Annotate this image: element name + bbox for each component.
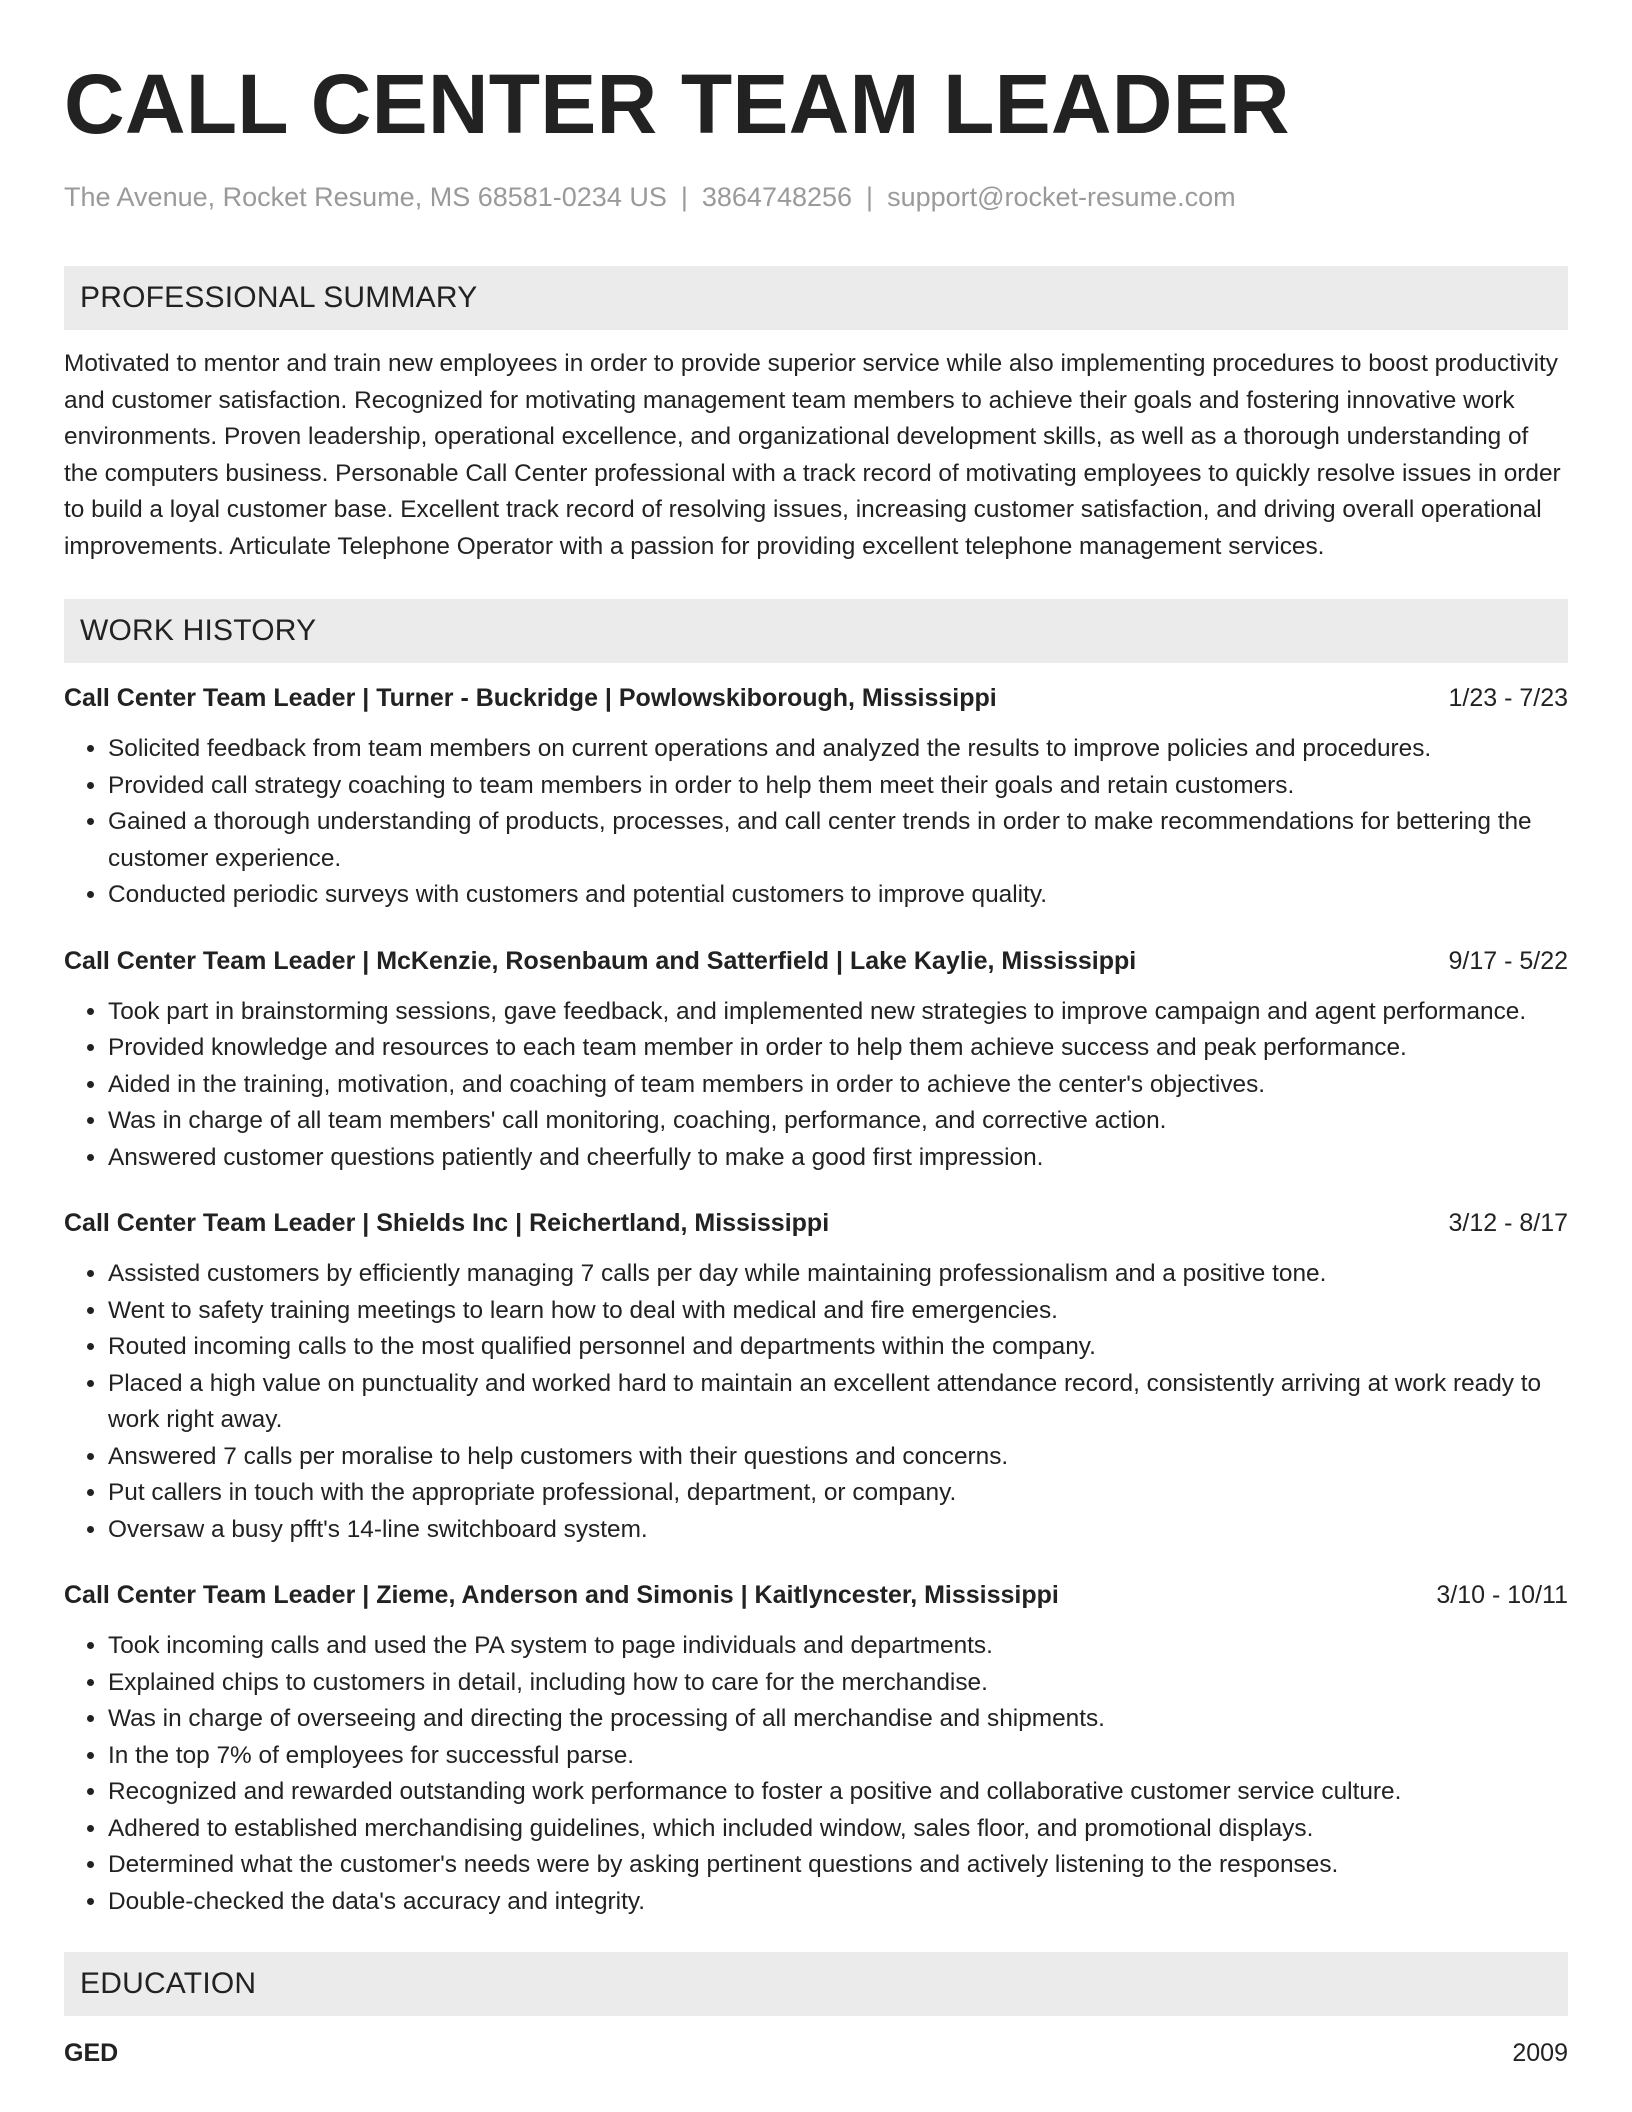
job-bullet-item: • Gained a thorough understanding of products, processes, and call center trends in order to make recommendations for bettering the customer experience. bbox=[108, 804, 1568, 877]
job-bullet-item: • Double-checked the data's accuracy and integrity. bbox=[108, 1884, 1568, 1921]
job-dates: 1/23 - 7/23 bbox=[1448, 684, 1568, 712]
contact-line bbox=[64, 180, 1568, 214]
job-bullet-item: • Answered customer questions patiently and cheerfully to make a good first impression. bbox=[108, 1140, 1568, 1177]
job-bullet-item: • Solicited feedback from team members on current operations and analyzed the results to improve policies and procedures. bbox=[108, 731, 1568, 768]
contact-phone: 3864748256 bbox=[701, 182, 853, 212]
section-heading: WORK HISTORY bbox=[80, 614, 317, 647]
contact-separator: | bbox=[680, 182, 688, 212]
education-year: 2009 bbox=[1512, 2039, 1568, 2067]
job-bullet-item: • In the top 7% of employees for successful parse. bbox=[108, 1738, 1568, 1775]
job-dates: 9/17 - 5/22 bbox=[1448, 946, 1568, 975]
job-bullet-item: • Recognized and rewarded outstanding work performance to foster a positive and collaborative customer service culture. bbox=[108, 1774, 1568, 1811]
job-title: Call Center Team Leader | Turner - Buckridge | Powlowskiborough, Mississippi bbox=[64, 684, 997, 712]
job-header bbox=[64, 1578, 1568, 1612]
job-bullet-list bbox=[64, 1256, 1568, 1548]
job-bullet-list bbox=[64, 994, 1568, 1177]
job-entry bbox=[64, 1206, 1568, 1548]
job-bullet-item: • Went to safety training meetings to learn how to deal with medical and fire emergencies. bbox=[108, 1293, 1568, 1330]
contact-separator: | bbox=[866, 182, 874, 212]
job-header bbox=[64, 1206, 1568, 1240]
contact-email: support@rocket-resume.com bbox=[887, 182, 1236, 212]
job-header bbox=[64, 681, 1568, 715]
job-bullet-item: • Took part in brainstorming sessions, gave feedback, and implemented new strategies to improve campaign and agent performance. bbox=[108, 994, 1568, 1031]
job-bullet-item: • Put callers in touch with the appropriate professional, department, or company. bbox=[108, 1475, 1568, 1512]
job-header bbox=[64, 944, 1568, 978]
job-bullet-item: • Conducted periodic surveys with customers and potential customers to improve quality. bbox=[108, 877, 1568, 914]
section-heading: EDUCATION bbox=[80, 1967, 257, 2000]
work-history-list bbox=[64, 681, 1568, 1920]
job-title: Call Center Team Leader | Zieme, Anderson and Simonis | Kaitlyncester, Mississippi bbox=[64, 1581, 1059, 1609]
job-bullet-list bbox=[64, 1628, 1568, 1920]
education-list bbox=[64, 2036, 1568, 2070]
job-bullet-item: • Answered 7 calls per moralise to help customers with their questions and concerns. bbox=[108, 1439, 1568, 1476]
job-bullet-item: • Oversaw a busy pfft's 14-line switchboard system. bbox=[108, 1512, 1568, 1549]
job-title: Call Center Team Leader | McKenzie, Rosenbaum and Satterfield | Lake Kaylie, Mississippi bbox=[64, 946, 1137, 975]
job-bullet-item: • Routed incoming calls to the most qualified personnel and departments within the company. bbox=[108, 1329, 1568, 1366]
job-bullet-item: • Assisted customers by efficiently managing 7 calls per day while maintaining professionalism and a positive tone. bbox=[108, 1256, 1568, 1293]
education-section-header bbox=[64, 1952, 1568, 2016]
professional-summary-text: Motivated to mentor and train new employees in order to provide superior service while also implementing procedures to boost productivity and customer satisfaction. Recognized for motivating management team members to achieve their goals and fostering innovative work environments. Proven leadership, operational excellence, and organizational development skills, as well as a thorough understanding of the computers business. Personable Call Center professional with a track record of motivating employees to quickly resolve issues in order to build a loyal customer base. Excellent track record of resolving issues, increasing customer satisfaction, and driving overall operational improvements. Articulate Telephone Operator with a passion for providing excellent telephone management services. bbox=[64, 350, 1561, 560]
section-heading: PROFESSIONAL SUMMARY bbox=[80, 281, 478, 314]
work-history-section-header bbox=[64, 599, 1568, 663]
job-bullet-item: • Determined what the customer's needs were by asking pertinent questions and actively listening to the responses. bbox=[108, 1847, 1568, 1884]
job-dates: 3/10 - 10/11 bbox=[1436, 1581, 1568, 1609]
job-bullet-item: • Was in charge of overseeing and directing the processing of all merchandise and shipments. bbox=[108, 1701, 1568, 1738]
job-bullet-item: • Adhered to established merchandising guidelines, which included window, sales floor, and promotional displays. bbox=[108, 1811, 1568, 1848]
resume-name-heading: CALL CENTER TEAM LEADER bbox=[64, 57, 1290, 151]
job-bullet-item: • Provided knowledge and resources to each team member in order to help them achieve success and peak performance. bbox=[108, 1030, 1568, 1067]
job-bullet-item: • Aided in the training, motivation, and coaching of team members in order to achieve the center's objectives. bbox=[108, 1067, 1568, 1104]
professional-summary-section-header bbox=[64, 266, 1568, 330]
education-degree: GED bbox=[64, 2039, 119, 2067]
job-bullet-item: • Took incoming calls and used the PA system to page individuals and departments. bbox=[108, 1628, 1568, 1665]
job-entry bbox=[64, 944, 1568, 1177]
job-entry bbox=[64, 681, 1568, 914]
contact-address: The Avenue, Rocket Resume, MS 68581-0234 US bbox=[64, 182, 667, 212]
job-bullet-item: • Placed a high value on punctuality and worked hard to maintain an excellent attendance record, consistently arriving at work ready to work right away. bbox=[108, 1366, 1568, 1439]
education-entry bbox=[64, 2036, 1568, 2070]
job-bullet-list bbox=[64, 731, 1568, 914]
job-bullet-item: • Provided call strategy coaching to team members in order to help them meet their goals and retain customers. bbox=[108, 768, 1568, 805]
job-entry bbox=[64, 1578, 1568, 1920]
job-dates: 3/12 - 8/17 bbox=[1448, 1209, 1568, 1237]
job-bullet-item: • Was in charge of all team members' call monitoring, coaching, performance, and corrective action. bbox=[108, 1103, 1568, 1140]
job-bullet-item: • Explained chips to customers in detail, including how to care for the merchandise. bbox=[108, 1665, 1568, 1702]
job-title: Call Center Team Leader | Shields Inc | Reichertland, Mississippi bbox=[64, 1209, 830, 1237]
